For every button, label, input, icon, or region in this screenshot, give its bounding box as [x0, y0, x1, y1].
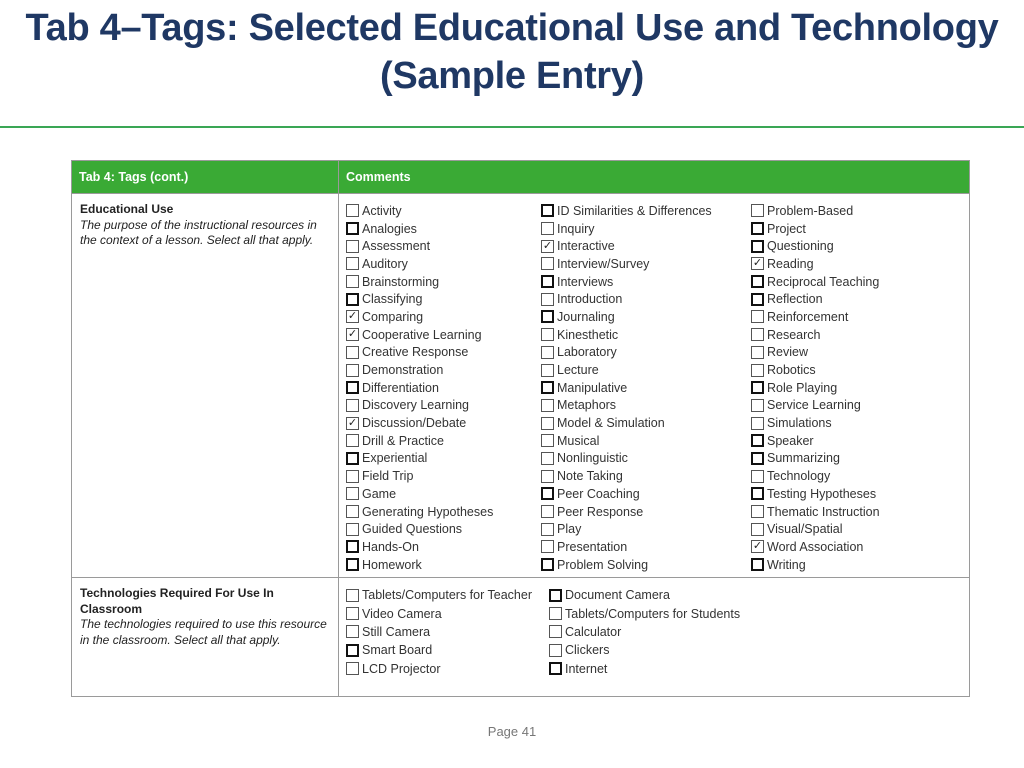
checkbox-option-reading[interactable] [751, 255, 880, 273]
checkbox-unchecked[interactable] [541, 434, 554, 447]
checkbox-option-technology[interactable] [751, 467, 880, 485]
checkbox-unchecked[interactable] [346, 364, 359, 377]
checkbox-label: Role Playing [767, 380, 838, 395]
checkbox-label: Note Taking [557, 469, 623, 484]
checkbox-option-tablets-computers-for-teacher[interactable] [346, 586, 532, 604]
checkbox-unchecked[interactable] [751, 222, 764, 235]
checkbox-unchecked[interactable] [541, 417, 554, 430]
checkbox-option-activity[interactable] [346, 202, 493, 220]
checkbox-label: Manipulative [557, 380, 628, 395]
checkbox-label: Cooperative Learning [362, 327, 482, 342]
checkbox-option-brainstorming[interactable] [346, 273, 493, 291]
checkbox-label: Service Learning [767, 398, 861, 413]
checkbox-label: Robotics [767, 363, 816, 378]
checkbox-option-presentation[interactable] [541, 538, 712, 556]
checkbox-unchecked[interactable] [751, 364, 764, 377]
page-number: Page 41 [487, 724, 537, 739]
checkbox-option-note-taking[interactable] [541, 467, 712, 485]
checkbox-label: Brainstorming [362, 274, 440, 289]
checkbox-option-peer-coaching[interactable] [541, 485, 712, 503]
checkbox-option-simulations[interactable] [751, 414, 880, 432]
checkbox-option-creative-response[interactable] [346, 344, 493, 362]
checkbox-unchecked[interactable] [751, 346, 764, 359]
checkbox-option-lcd-projector[interactable] [346, 660, 532, 678]
checkbox-label: Peer Response [557, 504, 644, 519]
checkbox-unchecked[interactable] [541, 293, 554, 306]
checkbox-unchecked[interactable] [751, 523, 764, 536]
checkbox-unchecked[interactable] [541, 328, 554, 341]
checkbox-unchecked[interactable] [346, 644, 359, 657]
checkbox-option-musical[interactable] [541, 432, 712, 450]
checkbox-label: Drill & Practice [362, 433, 444, 448]
checkbox-label: Generating Hypotheses [362, 504, 494, 519]
technologies-column-2 [549, 586, 740, 678]
checkbox-checked[interactable] [346, 417, 359, 430]
checkbox-unchecked[interactable] [541, 523, 554, 536]
checkbox-option-classifying[interactable] [346, 290, 493, 308]
tags-table [71, 160, 970, 697]
checkbox-checked[interactable] [346, 328, 359, 341]
checkbox-option-comparing[interactable] [346, 308, 493, 326]
checkbox-label: Lecture [557, 363, 599, 378]
technologies-row [72, 578, 970, 697]
checkbox-label: Inquiry [557, 221, 595, 236]
checkbox-label: Journaling [557, 309, 615, 324]
checkbox-label: Hands-On [362, 539, 419, 554]
checkbox-option-speaker[interactable] [751, 432, 880, 450]
checkbox-label: Assessment [362, 239, 431, 254]
checkbox-label: Play [557, 522, 582, 537]
checkbox-label: Experiential [362, 451, 428, 466]
checkbox-option-auditory[interactable] [346, 255, 493, 273]
technologies-options [339, 578, 970, 697]
checkbox-label: Tablets/Computers for Teacher [362, 588, 532, 603]
checkbox-option-problem-based[interactable] [751, 202, 880, 220]
checkbox-option-interactive[interactable] [541, 237, 712, 255]
checkbox-label: Auditory [362, 256, 408, 271]
checkbox-label: Activity [362, 203, 402, 218]
checkbox-label: Game [362, 486, 397, 501]
checkbox-unchecked[interactable] [346, 399, 359, 412]
checkbox-option-summarizing[interactable] [751, 450, 880, 468]
educational-use-options [339, 194, 970, 578]
checkbox-option-nonlinguistic[interactable] [541, 450, 712, 468]
checkbox-label: Document Camera [565, 588, 670, 603]
checkbox-checked[interactable] [751, 540, 764, 553]
checkbox-label: Problem Solving [557, 557, 649, 572]
checkbox-label: Musical [557, 433, 600, 448]
checkbox-option-differentiation[interactable] [346, 379, 493, 397]
checkbox-unchecked[interactable] [751, 275, 764, 288]
checkbox-unchecked[interactable] [346, 662, 359, 675]
checkbox-option-analogies[interactable] [346, 220, 493, 238]
checkbox-label: Comparing [362, 309, 424, 324]
checkbox-label: Internet [565, 661, 608, 676]
checkbox-label: Introduction [557, 292, 623, 307]
checkbox-unchecked[interactable] [751, 293, 764, 306]
slide-title [0, 4, 1024, 100]
checkbox-unchecked[interactable] [541, 558, 554, 571]
checkbox-unchecked[interactable] [346, 523, 359, 536]
checkbox-option-model-and-simulation[interactable] [541, 414, 712, 432]
checkbox-unchecked[interactable] [541, 452, 554, 465]
checkbox-unchecked[interactable] [541, 540, 554, 553]
checkbox-label: Field Trip [362, 469, 414, 484]
checkbox-checked[interactable] [346, 310, 359, 323]
checkbox-label: Review [767, 345, 808, 360]
checkbox-unchecked[interactable] [346, 487, 359, 500]
slide-title-line1: Tab 4–Tags: Selected Educational Use and Technology [25, 7, 999, 49]
educational-use-description-cell [72, 194, 339, 578]
checkbox-unchecked[interactable] [346, 470, 359, 483]
title-divider [0, 126, 1024, 128]
checkbox-option-guided-questions[interactable] [346, 520, 493, 538]
checkbox-label: Simulations [767, 416, 832, 431]
checkbox-option-demonstration[interactable] [346, 361, 493, 379]
checkbox-unchecked[interactable] [346, 625, 359, 638]
educational-use-row [72, 194, 970, 578]
checkbox-unchecked[interactable] [346, 589, 359, 602]
checkbox-unchecked[interactable] [346, 505, 359, 518]
checkbox-unchecked[interactable] [541, 487, 554, 500]
checkbox-option-problem-solving[interactable] [541, 556, 712, 574]
checkbox-label: ID Similarities & Differences [557, 203, 712, 218]
checkbox-unchecked[interactable] [751, 505, 764, 518]
checkbox-unchecked[interactable] [541, 346, 554, 359]
checkbox-label: Project [767, 221, 806, 236]
checkbox-unchecked[interactable] [346, 434, 359, 447]
checkbox-option-word-association[interactable] [751, 538, 880, 556]
checkbox-label: Technology [767, 469, 831, 484]
checkbox-label: Speaker [767, 433, 814, 448]
checkbox-option-homework[interactable] [346, 556, 493, 574]
checkbox-label: LCD Projector [362, 661, 441, 676]
checkbox-label: Metaphors [557, 398, 617, 413]
checkbox-option-discussion-debate[interactable] [346, 414, 493, 432]
checkbox-label: Model & Simulation [557, 416, 665, 431]
checkbox-unchecked[interactable] [541, 399, 554, 412]
checkbox-label: Demonstration [362, 363, 444, 378]
checkbox-option-service-learning[interactable] [751, 397, 880, 415]
checkbox-unchecked[interactable] [751, 487, 764, 500]
checkbox-unchecked[interactable] [751, 328, 764, 341]
checkbox-unchecked[interactable] [549, 625, 562, 638]
checkbox-label: Interactive [557, 239, 615, 254]
checkbox-option-reflection[interactable] [751, 290, 880, 308]
checkbox-option-role-playing[interactable] [751, 379, 880, 397]
checkbox-label: Reflection [767, 292, 823, 307]
checkbox-unchecked[interactable] [549, 644, 562, 657]
checkbox-option-manipulative[interactable] [541, 379, 712, 397]
educational-use-column-1 [346, 202, 493, 573]
header-tab-tags: Tab 4: Tags (cont.) [72, 161, 339, 194]
checkbox-unchecked[interactable] [541, 204, 554, 217]
technologies-description-cell [72, 578, 339, 697]
checkbox-unchecked[interactable] [751, 470, 764, 483]
checkbox-unchecked[interactable] [541, 470, 554, 483]
checkbox-unchecked[interactable] [346, 275, 359, 288]
checkbox-label: Kinesthetic [557, 327, 619, 342]
table-header-row [72, 161, 970, 194]
checkbox-label: Clickers [565, 643, 610, 658]
checkbox-option-project[interactable] [751, 220, 880, 238]
header-comments: Comments [339, 161, 970, 194]
checkbox-unchecked[interactable] [346, 222, 359, 235]
checkbox-label: Reinforcement [767, 309, 849, 324]
technologies-description: The technologies required to use this resource in the classroom. Select all that apply. [80, 617, 327, 647]
checkbox-unchecked[interactable] [346, 381, 359, 394]
checkbox-option-field-trip[interactable] [346, 467, 493, 485]
checkbox-unchecked[interactable] [541, 275, 554, 288]
checkbox-unchecked[interactable] [751, 204, 764, 217]
checkbox-label: Problem-Based [767, 203, 854, 218]
checkbox-unchecked[interactable] [346, 558, 359, 571]
checkbox-unchecked[interactable] [541, 310, 554, 323]
checkbox-label: Nonlinguistic [557, 451, 628, 466]
checkbox-option-calculator[interactable] [549, 623, 740, 641]
checkbox-label: Classifying [362, 292, 423, 307]
checkbox-option-generating-hypotheses[interactable] [346, 503, 493, 521]
checkbox-unchecked[interactable] [346, 240, 359, 253]
checkbox-unchecked[interactable] [751, 240, 764, 253]
educational-use-column-2 [541, 202, 712, 573]
checkbox-unchecked[interactable] [346, 293, 359, 306]
checkbox-option-tablets-computers-for-students[interactable] [549, 604, 740, 622]
checkbox-option-thematic-instruction[interactable] [751, 503, 880, 521]
checkbox-option-robotics[interactable] [751, 361, 880, 379]
checkbox-option-lecture[interactable] [541, 361, 712, 379]
checkbox-option-research[interactable] [751, 326, 880, 344]
technologies-column-1 [346, 586, 532, 678]
checkbox-unchecked[interactable] [751, 399, 764, 412]
slide-title-line2: (Sample Entry) [380, 55, 644, 97]
checkbox-option-introduction[interactable] [541, 290, 712, 308]
checkbox-label: Still Camera [362, 624, 431, 639]
educational-use-title: Educational Use [80, 202, 174, 216]
checkbox-option-cooperative-learning[interactable] [346, 326, 493, 344]
checkbox-option-clickers[interactable] [549, 641, 740, 659]
checkbox-option-game[interactable] [346, 485, 493, 503]
checkbox-unchecked[interactable] [751, 310, 764, 323]
checkbox-option-visual-spatial[interactable] [751, 520, 880, 538]
checkbox-option-kinesthetic[interactable] [541, 326, 712, 344]
checkbox-label: Video Camera [362, 606, 442, 621]
checkbox-option-journaling[interactable] [541, 308, 712, 326]
checkbox-unchecked[interactable] [346, 346, 359, 359]
checkbox-unchecked[interactable] [346, 452, 359, 465]
checkbox-option-peer-response[interactable] [541, 503, 712, 521]
checkbox-label: Presentation [557, 539, 628, 554]
checkbox-unchecked[interactable] [541, 364, 554, 377]
checkbox-option-still-camera[interactable] [346, 623, 532, 641]
checkbox-label: Writing [767, 557, 806, 572]
checkbox-unchecked[interactable] [549, 662, 562, 675]
checkbox-option-experiential[interactable] [346, 450, 493, 468]
checkbox-option-smart-board[interactable] [346, 641, 532, 659]
checkbox-label: Thematic Instruction [767, 504, 880, 519]
checkbox-label: Peer Coaching [557, 486, 640, 501]
checkbox-label: Discovery Learning [362, 398, 469, 413]
checkbox-unchecked[interactable] [751, 417, 764, 430]
checkbox-label: Questioning [767, 239, 834, 254]
checkbox-unchecked[interactable] [541, 381, 554, 394]
checkbox-option-play[interactable] [541, 520, 712, 538]
checkbox-label: Interviews [557, 274, 614, 289]
checkbox-unchecked[interactable] [346, 257, 359, 270]
checkbox-option-interview-survey[interactable] [541, 255, 712, 273]
checkbox-option-testing-hypotheses[interactable] [751, 485, 880, 503]
checkbox-label: Word Association [767, 539, 864, 554]
checkbox-unchecked[interactable] [751, 558, 764, 571]
checkbox-unchecked[interactable] [346, 204, 359, 217]
checkbox-label: Smart Board [362, 643, 433, 658]
checkbox-label: Differentiation [362, 380, 439, 395]
checkbox-unchecked[interactable] [751, 381, 764, 394]
checkbox-label: Reading [767, 256, 814, 271]
checkbox-option-id-similarities-and-differences[interactable] [541, 202, 712, 220]
educational-use-description: The purpose of the instructional resources in the context of a lesson. Select all that apply. [80, 217, 317, 247]
checkbox-unchecked[interactable] [541, 257, 554, 270]
checkbox-checked[interactable] [751, 257, 764, 270]
checkbox-option-video-camera[interactable] [346, 604, 532, 622]
checkbox-label: Calculator [565, 624, 622, 639]
educational-use-column-3 [751, 202, 880, 573]
checkbox-label: Reciprocal Teaching [767, 274, 880, 289]
checkbox-label: Discussion/Debate [362, 416, 467, 431]
checkbox-label: Interview/Survey [557, 256, 650, 271]
checkbox-label: Homework [362, 557, 422, 572]
checkbox-unchecked[interactable] [751, 434, 764, 447]
checkbox-option-drill-and-practice[interactable] [346, 432, 493, 450]
checkbox-unchecked[interactable] [549, 607, 562, 620]
checkbox-unchecked[interactable] [751, 452, 764, 465]
checkbox-option-interviews[interactable] [541, 273, 712, 291]
checkbox-label: Testing Hypotheses [767, 486, 877, 501]
checkbox-option-laboratory[interactable] [541, 344, 712, 362]
checkbox-option-reinforcement[interactable] [751, 308, 880, 326]
checkbox-option-internet[interactable] [549, 660, 740, 678]
checkbox-unchecked[interactable] [346, 540, 359, 553]
checkbox-label: Guided Questions [362, 522, 463, 537]
checkbox-option-reciprocal-teaching[interactable] [751, 273, 880, 291]
checkbox-unchecked[interactable] [541, 505, 554, 518]
checkbox-checked[interactable] [541, 240, 554, 253]
checkbox-option-questioning[interactable] [751, 237, 880, 255]
checkbox-option-hands-on[interactable] [346, 538, 493, 556]
checkbox-label: Creative Response [362, 345, 469, 360]
technologies-title: Technologies Required For Use In Classroom [80, 586, 274, 616]
checkbox-option-document-camera[interactable] [549, 586, 740, 604]
checkbox-unchecked[interactable] [541, 222, 554, 235]
checkbox-label: Summarizing [767, 451, 840, 466]
checkbox-label: Tablets/Computers for Students [565, 606, 741, 621]
checkbox-option-metaphors[interactable] [541, 397, 712, 415]
checkbox-label: Research [767, 327, 821, 342]
checkbox-unchecked[interactable] [346, 607, 359, 620]
checkbox-option-discovery-learning[interactable] [346, 397, 493, 415]
checkbox-option-inquiry[interactable] [541, 220, 712, 238]
checkbox-unchecked[interactable] [549, 589, 562, 602]
checkbox-option-review[interactable] [751, 344, 880, 362]
checkbox-option-writing[interactable] [751, 556, 880, 574]
checkbox-label: Analogies [362, 221, 417, 236]
checkbox-label: Laboratory [557, 345, 617, 360]
checkbox-label: Visual/Spatial [767, 522, 843, 537]
checkbox-option-assessment[interactable] [346, 237, 493, 255]
